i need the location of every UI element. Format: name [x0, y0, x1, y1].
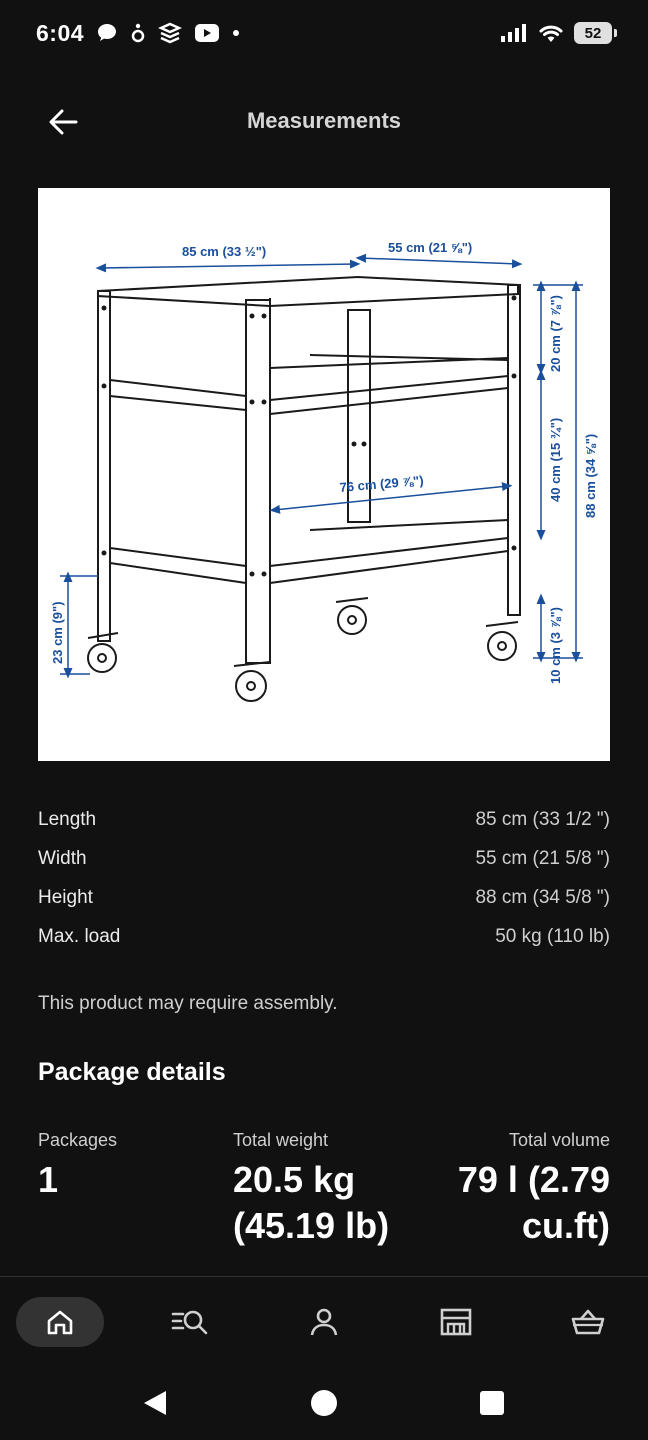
- assembly-note: This product may require assembly.: [38, 993, 338, 1014]
- packages-column: [38, 1130, 117, 1203]
- total-weight-label: Total weight: [233, 1130, 329, 1150]
- system-recents-button[interactable]: [479, 1390, 505, 1416]
- nav-profile[interactable]: [284, 1297, 364, 1347]
- measurement-diagram: [38, 188, 610, 761]
- spec-row-length: [38, 800, 610, 839]
- spec-value: 55 cm (21 5/8 "): [475, 847, 610, 869]
- home-icon: [45, 1307, 75, 1337]
- total-weight-value: [233, 1157, 389, 1249]
- spec-row-max-load: [38, 917, 610, 956]
- layers-icon: [158, 22, 182, 44]
- status-indicators: [500, 22, 612, 44]
- system-navigation-bar: [0, 1366, 648, 1440]
- measurement-specs: [38, 800, 610, 956]
- youtube-icon: [194, 23, 220, 43]
- total-volume-label: Total volume: [508, 1130, 610, 1150]
- spec-label: Length: [38, 808, 97, 830]
- total-volume-column: [458, 1130, 610, 1249]
- nav-store[interactable]: [416, 1297, 496, 1347]
- store-icon: [439, 1307, 473, 1337]
- middle-gap-dimension-label: 40 cm (15 ¾"): [548, 417, 563, 502]
- nav-search[interactable]: [150, 1297, 230, 1347]
- total-volume-line-1: 79 l (2.79: [457, 1159, 610, 1200]
- total-height-dimension-label: 88 cm (34 ⅝"): [583, 433, 598, 518]
- length-dimension-label: 85 cm (33 ½"): [182, 244, 267, 259]
- battery-indicator: 52: [574, 22, 612, 44]
- spec-value: 85 cm (33 1/2 "): [475, 808, 610, 830]
- top-app-bar: [0, 88, 648, 154]
- trolley-illustration: [38, 188, 610, 761]
- spec-label: Width: [38, 847, 87, 869]
- caster-dimension-label: 10 cm (3 ⅞"): [548, 607, 563, 684]
- packages-value: 1: [38, 1159, 59, 1200]
- profile-icon: [309, 1307, 339, 1337]
- spec-row-width: [38, 839, 610, 878]
- page-title: Measurements: [246, 108, 402, 133]
- spec-row-height: [38, 878, 610, 917]
- width-dimension-label: 55 cm (21 ⅝"): [388, 240, 473, 255]
- top-gap-dimension-label: 20 cm (7 ⅞"): [548, 295, 563, 372]
- dot-icon: [232, 29, 240, 37]
- total-volume-value: [458, 1157, 610, 1249]
- system-home-button[interactable]: [309, 1388, 339, 1418]
- spec-label: Max. load: [38, 925, 121, 947]
- spec-value: 88 cm (34 5/8 "): [475, 886, 610, 908]
- notification-icons: [96, 22, 240, 44]
- total-weight-line-2: (45.19 lb): [233, 1205, 390, 1246]
- wifi-icon: [538, 23, 564, 43]
- bottom-navigation: [0, 1276, 648, 1367]
- packages-label: Packages: [38, 1130, 118, 1150]
- status-time: 6:04: [36, 20, 85, 46]
- total-weight-column: [233, 1130, 389, 1249]
- nav-home[interactable]: [16, 1297, 104, 1347]
- basket-icon: [570, 1307, 606, 1337]
- total-weight-line-1: 20.5 kg: [233, 1159, 356, 1200]
- nav-basket[interactable]: [548, 1297, 628, 1347]
- search-list-icon: [171, 1307, 209, 1337]
- spec-label: Height: [38, 886, 93, 908]
- signal-icon: [500, 23, 528, 43]
- package-details-heading: Package details: [38, 1058, 226, 1086]
- total-volume-line-2: cu.ft): [522, 1205, 610, 1246]
- system-back-button[interactable]: [140, 1388, 170, 1418]
- lower-shelf-dimension-label: 23 cm (9"): [50, 601, 65, 664]
- spec-value: 50 kg (110 lb): [495, 925, 610, 947]
- chat-bubble-icon: [96, 22, 118, 44]
- app-notification-icon: [130, 22, 146, 44]
- status-bar: [0, 0, 648, 70]
- inner-width-dimension-label: 76 cm (29 ⅞"): [338, 472, 425, 495]
